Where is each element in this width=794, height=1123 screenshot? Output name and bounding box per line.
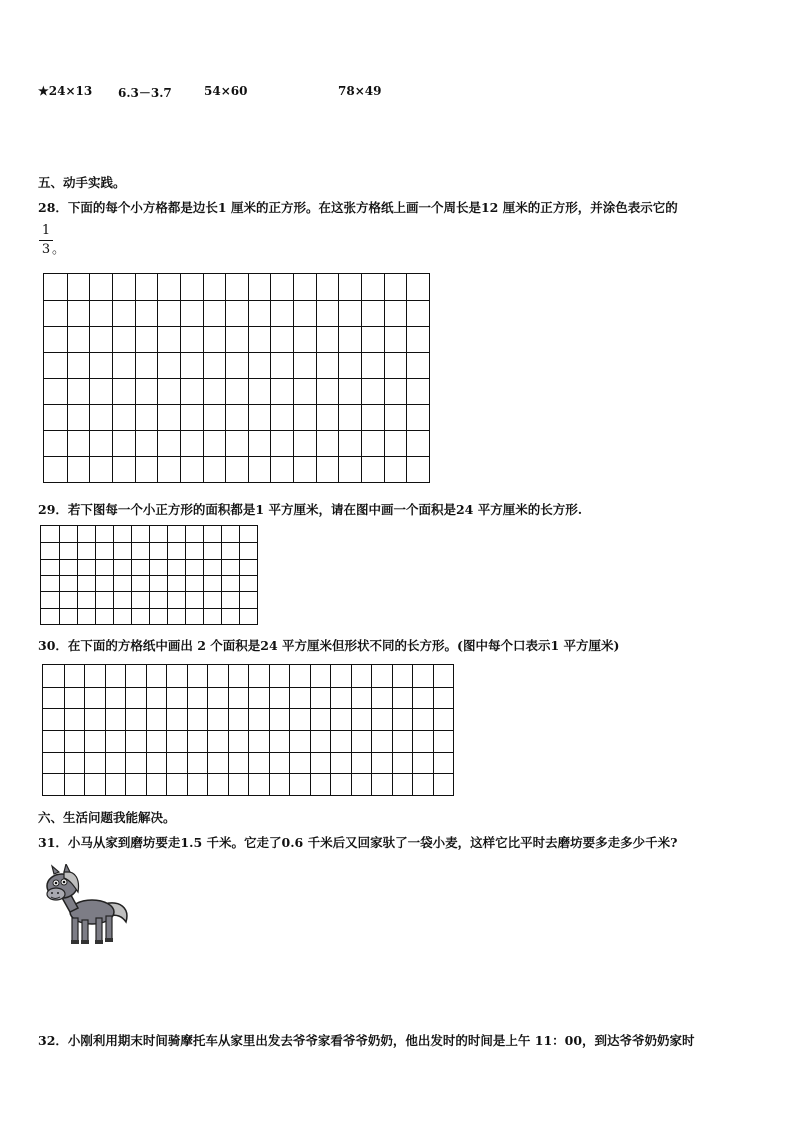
question-28-text: 28．下面的每个小方格都是边长1 厘米的正方形。在这张方格纸上画一个周长是12 厘米的正方形，并涂色表示它的 [38, 200, 678, 215]
calc-item: 78×49 [338, 84, 382, 98]
grid-lines [41, 526, 257, 624]
question-30-text: 30．在下面的方格纸中画出 2 个面积是24 平方厘米但形状不同的长方形。(图中每个口表示1 平方厘米) [38, 638, 620, 653]
calc-row [38, 84, 438, 100]
fraction-numerator: 1 [41, 223, 51, 238]
section-title: 六、生活问题我能解决。 [38, 810, 176, 825]
calc-item: 6.3－3.7 [118, 86, 172, 100]
grid-paper-q29[interactable] [40, 525, 258, 625]
question-32-text: 32．小刚利用期末时间骑摩托车从家里出发去爷爷家看爷爷奶奶，他出发时的时间是上午 11：00，到达爷爷奶奶家时 [38, 1033, 695, 1048]
grid-paper-q30[interactable] [42, 664, 454, 796]
calc-item: 54×60 [204, 84, 248, 98]
calc-item: ★24×13 [38, 84, 93, 98]
question-31-text: 31．小马从家到磨坊要走1.5 千米。它走了0.6 千米后又回家驮了一袋小麦，这样它比平时去磨坊要多走多少千米? [38, 835, 678, 850]
fraction-one-third [39, 224, 53, 257]
fraction-tail: 。 [52, 242, 66, 257]
grid-lines [43, 665, 453, 795]
horse-illustration [42, 864, 132, 948]
question-29-text: 29．若下图每一个小正方形的面积都是1 平方厘米，请在图中画一个面积是24 平方厘米的长方形. [38, 502, 583, 517]
fraction-denominator: 3 [41, 242, 51, 257]
grid-lines [44, 274, 429, 482]
grid-paper-q28[interactable] [43, 273, 430, 483]
section-title: 五、动手实践。 [38, 175, 126, 190]
fraction-bar [39, 240, 53, 241]
